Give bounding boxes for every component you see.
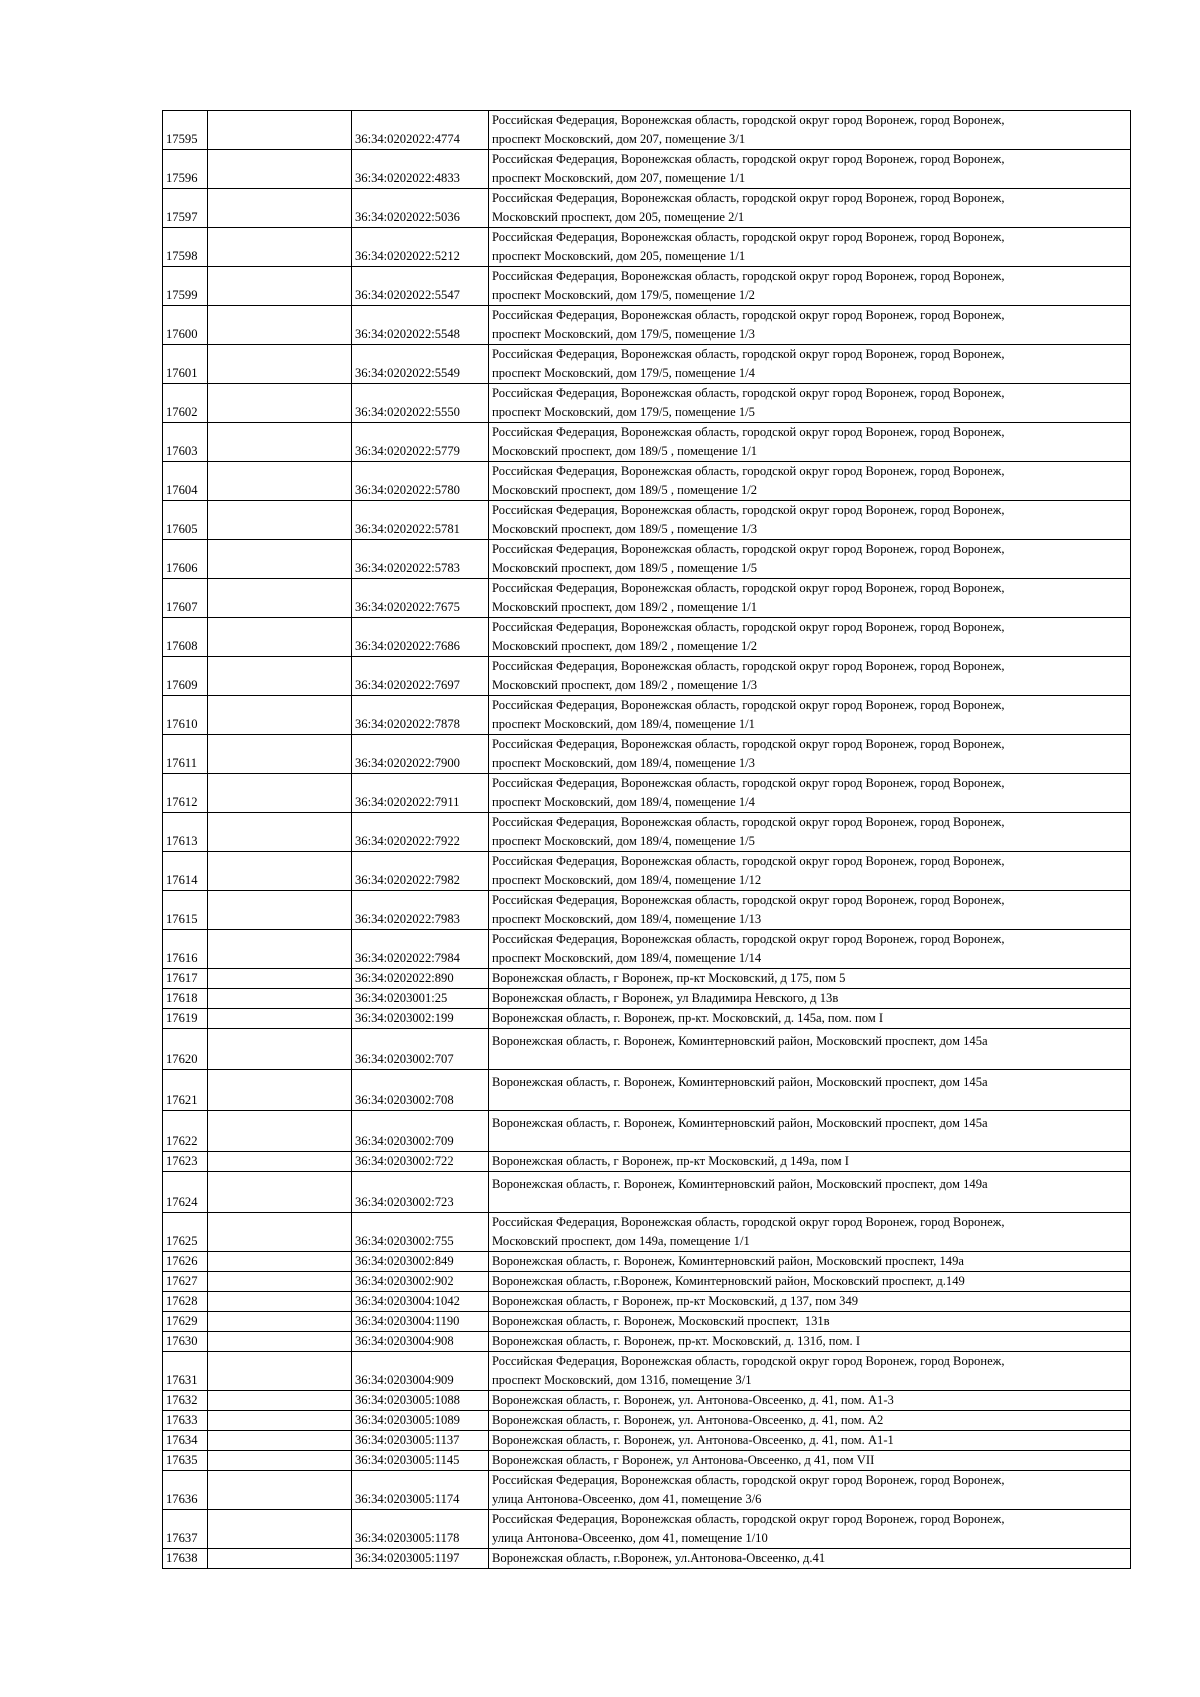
address: Российская Федерация, Воронежская область, городской округ город Воронеж, город Воронеж, проспект Московский, дом 189/4, помещение 1/12 [489,852,1131,891]
row-code [208,891,352,930]
table-row [163,930,1131,969]
row-number: 17624 [163,1172,208,1213]
row-number: 17633 [163,1411,208,1431]
address: Российская Федерация, Воронежская область, городской округ город Воронеж, город Воронеж, проспект Московский, дом 179/5, помещение 1/4 [489,345,1131,384]
address: Российская Федерация, Воронежская область, городской округ город Воронеж, город Воронеж, Московский проспект, дом 189/5 , помещение 1/1 [489,423,1131,462]
cadastral-number: 36:34:0202022:5212 [352,228,489,267]
address: Воронежская область, г. Воронеж, ул. Антонова-Овсеенко, д. 41, пом. А2 [489,1411,1131,1431]
cadastral-number: 36:34:0202022:7686 [352,618,489,657]
row-code [208,462,352,501]
cadastral-number: 36:34:0203005:1137 [352,1431,489,1451]
row-number: 17622 [163,1111,208,1152]
address: Воронежская область, г Воронеж, пр-кт Московский, д 137, пом 349 [489,1292,1131,1312]
row-number: 17614 [163,852,208,891]
row-number: 17601 [163,345,208,384]
table-row [163,1352,1131,1391]
cadastral-number: 36:34:0202022:5547 [352,267,489,306]
cadastral-number: 36:34:0202022:7900 [352,735,489,774]
row-number: 17597 [163,189,208,228]
table-row [163,891,1131,930]
row-code [208,1272,352,1292]
row-number: 17596 [163,150,208,189]
row-code [208,189,352,228]
row-number: 17606 [163,540,208,579]
cadastral-number: 36:34:0202022:5779 [352,423,489,462]
row-code [208,989,352,1009]
table-row [163,969,1131,989]
row-number: 17635 [163,1451,208,1471]
table-row [163,852,1131,891]
row-number: 17598 [163,228,208,267]
table-row [163,1312,1131,1332]
table-row [163,989,1131,1009]
table-row [163,1549,1131,1569]
row-number: 17625 [163,1213,208,1252]
row-number: 17630 [163,1332,208,1352]
address: Российская Федерация, Воронежская область, городской округ город Воронеж, город Воронеж, улица Антонова-Овсеенко, дом 41, помещение 1/10 [489,1510,1131,1549]
row-number: 17634 [163,1431,208,1451]
row-code [208,774,352,813]
address: Российская Федерация, Воронежская область, городской округ город Воронеж, город Воронеж, Московский проспект, дом 189/2 , помещение 1/2 [489,618,1131,657]
row-code [208,1029,352,1070]
table-row [163,150,1131,189]
address: Российская Федерация, Воронежская область, городской округ город Воронеж, город Воронеж, Московский проспект, дом 189/2 , помещение 1/3 [489,657,1131,696]
table-row [163,1391,1131,1411]
row-number: 17615 [163,891,208,930]
row-number: 17605 [163,501,208,540]
row-code [208,540,352,579]
row-number: 17637 [163,1510,208,1549]
row-code [208,1352,352,1391]
row-code [208,1070,352,1111]
table-row [163,696,1131,735]
table-row [163,111,1131,150]
table-row [163,189,1131,228]
cadastral-number: 36:34:0203002:707 [352,1029,489,1070]
row-number: 17632 [163,1391,208,1411]
cadastral-number: 36:34:0202022:4774 [352,111,489,150]
table-row [163,228,1131,267]
row-code [208,1009,352,1029]
table-row [163,1471,1131,1510]
row-code [208,1549,352,1569]
row-number: 17617 [163,969,208,989]
address: Воронежская область, г.Воронеж, Коминтерновский район, Московский проспект, д.149 [489,1272,1131,1292]
cadastral-number: 36:34:0202022:7982 [352,852,489,891]
cadastral-number: 36:34:0202022:5548 [352,306,489,345]
row-code [208,1312,352,1332]
address: Воронежская область, г. Воронеж, Коминтерновский район, Московский проспект, 149а [489,1252,1131,1272]
table-row [163,774,1131,813]
row-number: 17636 [163,1471,208,1510]
row-number: 17619 [163,1009,208,1029]
row-code [208,618,352,657]
cadastral-number: 36:34:0202022:7675 [352,579,489,618]
address: Воронежская область, г Воронеж, пр-кт Московский, д 175, пом 5 [489,969,1131,989]
table-row [163,1029,1131,1070]
cadastral-number: 36:34:0203004:1042 [352,1292,489,1312]
row-number: 17603 [163,423,208,462]
address: Российская Федерация, Воронежская область, городской округ город Воронеж, город Воронеж, проспект Московский, дом 189/4, помещение 1/1 [489,696,1131,735]
address: Воронежская область, г. Воронеж, Коминтерновский район, Московский проспект, дом 145а [489,1070,1131,1111]
address: Российская Федерация, Воронежская область, городской округ город Воронеж, город Воронеж, проспект Московский, дом 189/4, помещение 1/3 [489,735,1131,774]
table-row [163,345,1131,384]
row-code [208,1332,352,1352]
address: Воронежская область, г Воронеж, ул Владимира Невского, д 13в [489,989,1131,1009]
table-row [163,618,1131,657]
row-number: 17604 [163,462,208,501]
table-row [163,813,1131,852]
cadastral-number: 36:34:0202022:5550 [352,384,489,423]
cadastral-number: 36:34:0203002:902 [352,1272,489,1292]
cadastral-number: 36:34:0203002:722 [352,1152,489,1172]
address: Воронежская область, г Воронеж, ул Антонова-Овсеенко, д 41, пом VII [489,1451,1131,1471]
address: Воронежская область, г. Воронеж, пр-кт. Московский, д. 131б, пом. I [489,1332,1131,1352]
row-code [208,735,352,774]
address: Воронежская область, г. Воронеж, Коминтерновский район, Московский проспект, дом 145а [489,1111,1131,1152]
row-number: 17631 [163,1352,208,1391]
cadastral-number: 36:34:0202022:7983 [352,891,489,930]
registry-table-body [163,111,1131,1569]
cadastral-number: 36:34:0202022:5036 [352,189,489,228]
row-code [208,1252,352,1272]
cadastral-number: 36:34:0203002:199 [352,1009,489,1029]
row-number: 17629 [163,1312,208,1332]
cadastral-number: 36:34:0202022:5781 [352,501,489,540]
row-number: 17608 [163,618,208,657]
row-number: 17600 [163,306,208,345]
row-number: 17618 [163,989,208,1009]
row-number: 17602 [163,384,208,423]
row-code [208,423,352,462]
row-code [208,1292,352,1312]
address: Воронежская область, г. Воронеж, пр-кт. Московский, д. 145а, пом. пом I [489,1009,1131,1029]
address: Российская Федерация, Воронежская область, городской округ город Воронеж, город Воронеж, проспект Московский, дом 189/4, помещение 1/5 [489,813,1131,852]
address: Воронежская область, г. Воронеж, ул. Антонова-Овсеенко, д. 41, пом. А1-1 [489,1431,1131,1451]
table-row [163,1272,1131,1292]
row-number: 17627 [163,1272,208,1292]
address: Воронежская область, г.Воронеж, ул.Антонова-Овсеенко, д.41 [489,1549,1131,1569]
address: Воронежская область, г. Воронеж, Московский проспект, 131в [489,1312,1131,1332]
table-row [163,657,1131,696]
address: Российская Федерация, Воронежская область, городской округ город Воронеж, город Воронеж, Московский проспект, дом 205, помещение 2/1 [489,189,1131,228]
cadastral-number: 36:34:0202022:7922 [352,813,489,852]
document-page [162,110,1130,1569]
table-row [163,1332,1131,1352]
table-row [163,1213,1131,1252]
address: Российская Федерация, Воронежская область, городской округ город Воронеж, город Воронеж, Московский проспект, дом 189/5 , помещение 1/2 [489,462,1131,501]
address: Российская Федерация, Воронежская область, городской округ город Воронеж, город Воронеж, проспект Московский, дом 189/4, помещение 1/13 [489,891,1131,930]
address: Воронежская область, г. Воронеж, Коминтерновский район, Московский проспект, дом 145а [489,1029,1131,1070]
table-row [163,1172,1131,1213]
cadastral-number: 36:34:0203005:1088 [352,1391,489,1411]
row-code [208,1111,352,1152]
table-row [163,1152,1131,1172]
address: Российская Федерация, Воронежская область, городской округ город Воронеж, город Воронеж, Московский проспект, дом 189/2 , помещение 1/1 [489,579,1131,618]
cadastral-number: 36:34:0202022:4833 [352,150,489,189]
row-code [208,852,352,891]
cadastral-number: 36:34:0203005:1174 [352,1471,489,1510]
row-code [208,1152,352,1172]
cadastral-number: 36:34:0202022:5780 [352,462,489,501]
table-row [163,1111,1131,1152]
row-code [208,930,352,969]
table-row [163,1411,1131,1431]
cadastral-number: 36:34:0203005:1145 [352,1451,489,1471]
row-number: 17613 [163,813,208,852]
cadastral-number: 36:34:0203004:908 [352,1332,489,1352]
table-row [163,462,1131,501]
row-code [208,813,352,852]
row-code [208,657,352,696]
cadastral-number: 36:34:0203005:1178 [352,1510,489,1549]
row-number: 17620 [163,1029,208,1070]
row-number: 17628 [163,1292,208,1312]
cadastral-number: 36:34:0202022:7697 [352,657,489,696]
address: Российская Федерация, Воронежская область, городской округ город Воронеж, город Воронеж, проспект Московский, дом 189/4, помещение 1/4 [489,774,1131,813]
table-row [163,1252,1131,1272]
table-row [163,735,1131,774]
address: Российская Федерация, Воронежская область, городской округ город Воронеж, город Воронеж, улица Антонова-Овсеенко, дом 41, помещение 3/6 [489,1471,1131,1510]
row-code [208,306,352,345]
table-row [163,540,1131,579]
address: Российская Федерация, Воронежская область, городской округ город Воронеж, город Воронеж, проспект Московский, дом 179/5, помещение 1/2 [489,267,1131,306]
row-number: 17621 [163,1070,208,1111]
address: Российская Федерация, Воронежская область, городской округ город Воронеж, город Воронеж, проспект Московский, дом 131б, помещение 3/1 [489,1352,1131,1391]
row-number: 17626 [163,1252,208,1272]
row-number: 17612 [163,774,208,813]
cadastral-number: 36:34:0203002:709 [352,1111,489,1152]
address: Российская Федерация, Воронежская область, городской округ город Воронеж, город Воронеж, проспект Московский, дом 179/5, помещение 1/3 [489,306,1131,345]
row-code [208,1451,352,1471]
cadastral-number: 36:34:0203002:708 [352,1070,489,1111]
cadastral-number: 36:34:0202022:5549 [352,345,489,384]
cadastral-number: 36:34:0202022:5783 [352,540,489,579]
row-code [208,579,352,618]
registry-table [162,110,1131,1569]
row-number: 17610 [163,696,208,735]
row-number: 17623 [163,1152,208,1172]
table-row [163,1451,1131,1471]
address: Российская Федерация, Воронежская область, городской округ город Воронеж, город Воронеж, проспект Московский, дом 189/4, помещение 1/14 [489,930,1131,969]
table-row [163,1431,1131,1451]
cadastral-number: 36:34:0202022:890 [352,969,489,989]
table-row [163,1070,1131,1111]
cadastral-number: 36:34:0202022:7878 [352,696,489,735]
table-row [163,1009,1131,1029]
row-number: 17616 [163,930,208,969]
address: Воронежская область, г. Воронеж, Коминтерновский район, Московский проспект, дом 149а [489,1172,1131,1213]
row-code [208,150,352,189]
cadastral-number: 36:34:0203005:1197 [352,1549,489,1569]
address: Российская Федерация, Воронежская область, городской округ город Воронеж, город Воронеж, проспект Московский, дом 205, помещение 1/1 [489,228,1131,267]
address: Воронежская область, г. Воронеж, ул. Антонова-Овсеенко, д. 41, пом. А1-3 [489,1391,1131,1411]
cadastral-number: 36:34:0203001:25 [352,989,489,1009]
row-code [208,1411,352,1431]
cadastral-number: 36:34:0203002:723 [352,1172,489,1213]
table-row [163,579,1131,618]
table-row [163,306,1131,345]
row-code [208,1213,352,1252]
row-number: 17638 [163,1549,208,1569]
address: Российская Федерация, Воронежская область, городской округ город Воронеж, город Воронеж, Московский проспект, дом 149а, помещение 1/1 [489,1213,1131,1252]
row-code [208,1431,352,1451]
cadastral-number: 36:34:0203004:909 [352,1352,489,1391]
row-code [208,228,352,267]
row-code [208,345,352,384]
table-row [163,1510,1131,1549]
address: Российская Федерация, Воронежская область, городской округ город Воронеж, город Воронеж, проспект Московский, дом 207, помещение 1/1 [489,150,1131,189]
cadastral-number: 36:34:0203002:849 [352,1252,489,1272]
cadastral-number: 36:34:0203002:755 [352,1213,489,1252]
row-code [208,501,352,540]
table-row [163,423,1131,462]
address: Российская Федерация, Воронежская область, городской округ город Воронеж, город Воронеж, проспект Московский, дом 207, помещение 3/1 [489,111,1131,150]
row-code [208,111,352,150]
row-code [208,1510,352,1549]
cadastral-number: 36:34:0202022:7911 [352,774,489,813]
row-number: 17607 [163,579,208,618]
row-code [208,1471,352,1510]
cadastral-number: 36:34:0203005:1089 [352,1411,489,1431]
table-row [163,501,1131,540]
row-number: 17609 [163,657,208,696]
table-row [163,1292,1131,1312]
address: Российская Федерация, Воронежская область, городской округ город Воронеж, город Воронеж, Московский проспект, дом 189/5 , помещение 1/5 [489,540,1131,579]
address: Российская Федерация, Воронежская область, городской округ город Воронеж, город Воронеж, Московский проспект, дом 189/5 , помещение 1/3 [489,501,1131,540]
row-code [208,969,352,989]
row-code [208,384,352,423]
address: Воронежская область, г Воронеж, пр-кт Московский, д 149а, пом I [489,1152,1131,1172]
row-number: 17595 [163,111,208,150]
row-number: 17599 [163,267,208,306]
row-code [208,696,352,735]
cadastral-number: 36:34:0202022:7984 [352,930,489,969]
row-code [208,1172,352,1213]
table-row [163,384,1131,423]
address: Российская Федерация, Воронежская область, городской округ город Воронеж, город Воронеж, проспект Московский, дом 179/5, помещение 1/5 [489,384,1131,423]
cadastral-number: 36:34:0203004:1190 [352,1312,489,1332]
row-code [208,267,352,306]
table-row [163,267,1131,306]
row-number: 17611 [163,735,208,774]
row-code [208,1391,352,1411]
